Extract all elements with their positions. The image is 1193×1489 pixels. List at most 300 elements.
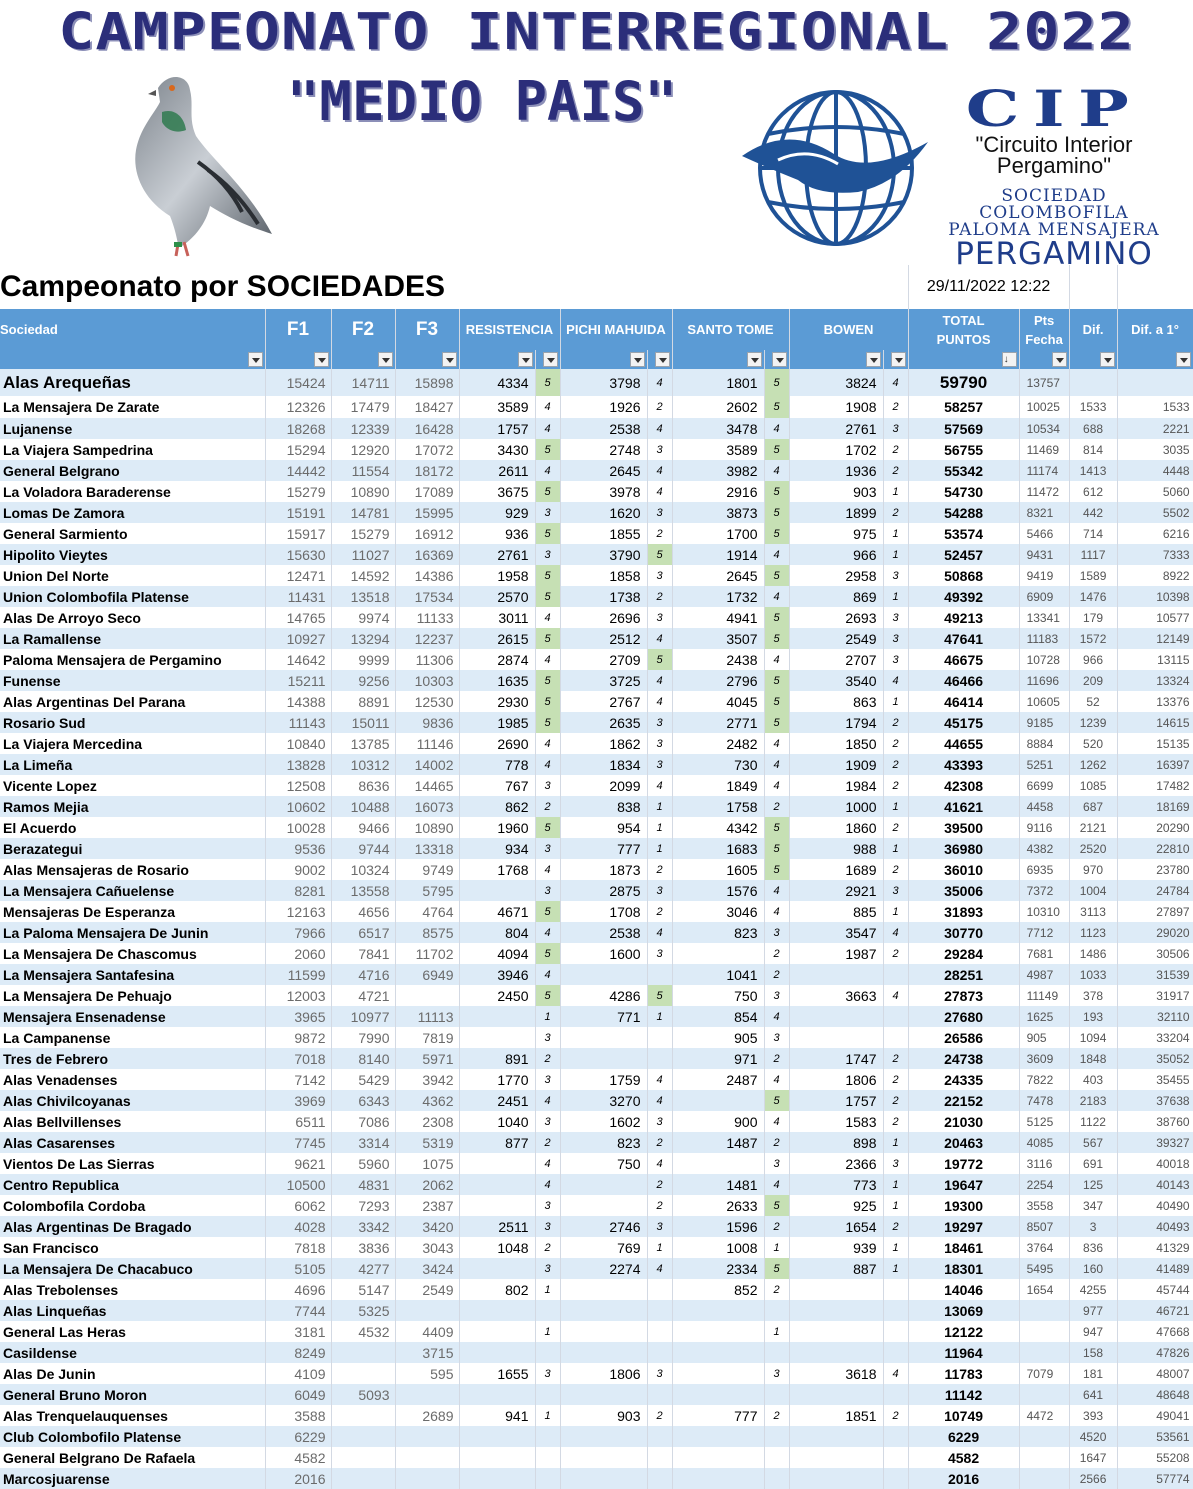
f1-value: 4028 bbox=[265, 1216, 331, 1237]
pichi-mahuida-position: 3 bbox=[647, 439, 672, 460]
table-row[interactable] bbox=[0, 396, 1193, 418]
santo-tome-value: 1596 bbox=[672, 1216, 764, 1237]
filter-dropdown-button-pts-fecha[interactable] bbox=[1052, 352, 1067, 367]
table-row[interactable] bbox=[0, 754, 1193, 775]
bowen-position: 1 bbox=[883, 1132, 908, 1153]
table-row[interactable] bbox=[0, 1258, 1193, 1279]
filter-dropdown-button-bowen-pos[interactable] bbox=[891, 352, 906, 367]
table-row[interactable] bbox=[0, 859, 1193, 880]
bowen-position: 1 bbox=[883, 1195, 908, 1216]
difference-to-first: 5060 bbox=[1117, 481, 1193, 502]
table-row[interactable] bbox=[0, 460, 1193, 481]
pichi-mahuida-value bbox=[560, 1426, 647, 1447]
points-date: 11183 bbox=[1019, 628, 1069, 649]
pichi-mahuida-position: 3 bbox=[647, 733, 672, 754]
header-bowen[interactable]: BOWEN bbox=[789, 309, 908, 350]
total-points: 47641 bbox=[908, 628, 1019, 649]
pichi-mahuida-position: 2 bbox=[647, 396, 672, 418]
resistencia-position: 3 bbox=[535, 1216, 560, 1237]
table-row[interactable] bbox=[0, 1069, 1193, 1090]
difference-to-first: 7333 bbox=[1117, 544, 1193, 565]
santo-tome-position: 2 bbox=[764, 943, 789, 964]
pichi-mahuida-value: 769 bbox=[560, 1237, 647, 1258]
table-row[interactable] bbox=[0, 733, 1193, 754]
f2-value: 14711 bbox=[331, 369, 395, 396]
difference-to-first: 23780 bbox=[1117, 859, 1193, 880]
f2-value: 10324 bbox=[331, 859, 395, 880]
resistencia-position bbox=[535, 1447, 560, 1468]
table-row[interactable] bbox=[0, 1468, 1193, 1489]
points-date: 5251 bbox=[1019, 754, 1069, 775]
filter-dropdown-button-f1[interactable] bbox=[314, 352, 329, 367]
difference-to-first: 40018 bbox=[1117, 1153, 1193, 1174]
resistencia-value: 2615 bbox=[459, 628, 535, 649]
table-row[interactable] bbox=[0, 1216, 1193, 1237]
f3-value: 5971 bbox=[395, 1048, 459, 1069]
santo-tome-position: 5 bbox=[764, 439, 789, 460]
table-row[interactable] bbox=[0, 1111, 1193, 1132]
difference-to-first: 53561 bbox=[1117, 1426, 1193, 1447]
table-row[interactable] bbox=[0, 1321, 1193, 1342]
santo-tome-position: 3 bbox=[764, 985, 789, 1006]
bowen-value: 903 bbox=[789, 481, 883, 502]
resistencia-position: 4 bbox=[535, 607, 560, 628]
f2-value: 6517 bbox=[331, 922, 395, 943]
table-row[interactable] bbox=[0, 586, 1193, 607]
difference-to-first: 40493 bbox=[1117, 1216, 1193, 1237]
resistencia-value: 1757 bbox=[459, 418, 535, 439]
difference: 612 bbox=[1069, 481, 1117, 502]
difference: 52 bbox=[1069, 691, 1117, 712]
difference-to-first: 48007 bbox=[1117, 1363, 1193, 1384]
pichi-mahuida-position: 3 bbox=[647, 754, 672, 775]
resistencia-value bbox=[459, 1342, 535, 1363]
pichi-mahuida-value: 1862 bbox=[560, 733, 647, 754]
header-pichi-mahuida[interactable]: PICHI MAHUIDA bbox=[560, 309, 672, 350]
f1-value: 6049 bbox=[265, 1384, 331, 1405]
bowen-position: 1 bbox=[883, 838, 908, 859]
resistencia-position: 4 bbox=[535, 649, 560, 670]
f3-value bbox=[395, 1468, 459, 1489]
santo-tome-position: 5 bbox=[764, 628, 789, 649]
total-points: 2016 bbox=[908, 1468, 1019, 1489]
bowen-value: 1689 bbox=[789, 859, 883, 880]
pichi-mahuida-value: 2645 bbox=[560, 460, 647, 481]
table-row[interactable] bbox=[0, 775, 1193, 796]
pichi-mahuida-position: 1 bbox=[647, 838, 672, 859]
society-name: La Mensajera De Zarate bbox=[0, 396, 265, 418]
f3-value: 14465 bbox=[395, 775, 459, 796]
table-row[interactable] bbox=[0, 523, 1193, 544]
pichi-mahuida-position: 4 bbox=[647, 369, 672, 396]
championship-subtitle: "MEDIO PAIS" bbox=[286, 70, 678, 133]
filter-dropdown-button-resistencia-pos[interactable] bbox=[543, 352, 558, 367]
society-name: La Voladora Baraderense bbox=[0, 481, 265, 502]
pichi-mahuida-value: 1620 bbox=[560, 502, 647, 523]
f3-value: 13318 bbox=[395, 838, 459, 859]
points-date: 10605 bbox=[1019, 691, 1069, 712]
pichi-mahuida-position: 4 bbox=[647, 418, 672, 439]
pichi-mahuida-value bbox=[560, 964, 647, 985]
filter-dropdown-button-dif[interactable] bbox=[1100, 352, 1115, 367]
points-date: 4085 bbox=[1019, 1132, 1069, 1153]
bowen-position bbox=[883, 1342, 908, 1363]
table-row[interactable] bbox=[0, 796, 1193, 817]
bowen-position: 3 bbox=[883, 1153, 908, 1174]
pichi-mahuida-position: 2 bbox=[647, 859, 672, 880]
pichi-mahuida-value bbox=[560, 1447, 647, 1468]
f1-value: 13828 bbox=[265, 754, 331, 775]
header-f2[interactable]: F2 bbox=[331, 309, 395, 350]
table-row[interactable] bbox=[0, 607, 1193, 628]
bowen-position: 4 bbox=[883, 1363, 908, 1384]
f3-value: 5795 bbox=[395, 880, 459, 901]
table-row[interactable] bbox=[0, 817, 1193, 838]
filter-dropdown-button-resistencia[interactable] bbox=[518, 352, 533, 367]
header-resistencia[interactable]: RESISTENCIA bbox=[459, 309, 560, 350]
santo-tome-position: 4 bbox=[764, 586, 789, 607]
resistencia-position: 5 bbox=[535, 901, 560, 922]
f1-value: 12471 bbox=[265, 565, 331, 586]
table-row[interactable] bbox=[0, 670, 1193, 691]
bowen-value: 2707 bbox=[789, 649, 883, 670]
table-row[interactable] bbox=[0, 1174, 1193, 1195]
table-row[interactable] bbox=[0, 1027, 1193, 1048]
difference: 4520 bbox=[1069, 1426, 1117, 1447]
table-row[interactable] bbox=[0, 502, 1193, 523]
filter-cell bbox=[764, 350, 789, 369]
bowen-position: 2 bbox=[883, 1069, 908, 1090]
table-row[interactable] bbox=[0, 1006, 1193, 1027]
table-row[interactable] bbox=[0, 1426, 1193, 1447]
society-name: La Mensajera Cañuelense bbox=[0, 880, 265, 901]
table-row[interactable] bbox=[0, 838, 1193, 859]
difference-to-first: 57774 bbox=[1117, 1468, 1193, 1489]
table-row[interactable] bbox=[0, 1363, 1193, 1384]
table-row[interactable] bbox=[0, 544, 1193, 565]
f3-value: 14386 bbox=[395, 565, 459, 586]
difference: 1085 bbox=[1069, 775, 1117, 796]
f2-value: 4532 bbox=[331, 1321, 395, 1342]
table-row[interactable] bbox=[0, 1048, 1193, 1069]
f1-value: 15191 bbox=[265, 502, 331, 523]
table-row[interactable] bbox=[0, 691, 1193, 712]
pichi-mahuida-position: 4 bbox=[647, 460, 672, 481]
difference: 520 bbox=[1069, 733, 1117, 754]
f1-value: 10500 bbox=[265, 1174, 331, 1195]
resistencia-position: 4 bbox=[535, 396, 560, 418]
table-row[interactable] bbox=[0, 1195, 1193, 1216]
santo-tome-value bbox=[672, 1426, 764, 1447]
pichi-mahuida-position: 5 bbox=[647, 985, 672, 1006]
santo-tome-value: 1700 bbox=[672, 523, 764, 544]
table-row[interactable] bbox=[0, 943, 1193, 964]
santo-tome-value: 1801 bbox=[672, 369, 764, 396]
santo-tome-position: 4 bbox=[764, 754, 789, 775]
difference-to-first: 24784 bbox=[1117, 880, 1193, 901]
points-date: 9116 bbox=[1019, 817, 1069, 838]
bowen-value: 2761 bbox=[789, 418, 883, 439]
table-row[interactable] bbox=[0, 628, 1193, 649]
table-row[interactable] bbox=[0, 1342, 1193, 1363]
difference: 403 bbox=[1069, 1069, 1117, 1090]
bowen-value: 1757 bbox=[789, 1090, 883, 1111]
table-row[interactable] bbox=[0, 1279, 1193, 1300]
total-points: 21030 bbox=[908, 1111, 1019, 1132]
santo-tome-position: 2 bbox=[764, 1216, 789, 1237]
filter-dropdown-button-santo-tome[interactable] bbox=[747, 352, 762, 367]
table-row[interactable] bbox=[0, 901, 1193, 922]
table-row[interactable] bbox=[0, 418, 1193, 439]
header-pts-fecha[interactable] bbox=[1019, 309, 1069, 350]
bowen-value: 1936 bbox=[789, 460, 883, 481]
resistencia-value: 4094 bbox=[459, 943, 535, 964]
table-row[interactable] bbox=[0, 985, 1193, 1006]
society-name: Alas De Arroyo Seco bbox=[0, 607, 265, 628]
f3-value: 11146 bbox=[395, 733, 459, 754]
filter-dropdown-button-bowen[interactable] bbox=[866, 352, 881, 367]
pichi-mahuida-value: 2538 bbox=[560, 418, 647, 439]
table-row[interactable] bbox=[0, 1405, 1193, 1426]
difference-to-first: 40143 bbox=[1117, 1174, 1193, 1195]
resistencia-value bbox=[459, 1258, 535, 1279]
filter-cell bbox=[535, 350, 560, 369]
f1-value: 12508 bbox=[265, 775, 331, 796]
society-name: Paloma Mensajera de Pergamino bbox=[0, 649, 265, 670]
difference: 1004 bbox=[1069, 880, 1117, 901]
f3-value: 10303 bbox=[395, 670, 459, 691]
total-points: 19300 bbox=[908, 1195, 1019, 1216]
total-points: 24335 bbox=[908, 1069, 1019, 1090]
bowen-value bbox=[789, 1279, 883, 1300]
pichi-mahuida-position: 2 bbox=[647, 1174, 672, 1195]
table-row[interactable] bbox=[0, 439, 1193, 460]
resistencia-position bbox=[535, 1426, 560, 1447]
pichi-mahuida-value: 4286 bbox=[560, 985, 647, 1006]
f2-value: 7293 bbox=[331, 1195, 395, 1216]
points-date bbox=[1019, 1426, 1069, 1447]
difference: 641 bbox=[1069, 1384, 1117, 1405]
sort-desc-filter-button-total-puntos[interactable] bbox=[1002, 352, 1017, 367]
filter-dropdown-button-f2[interactable] bbox=[378, 352, 393, 367]
table-row[interactable] bbox=[0, 1153, 1193, 1174]
bowen-value: 1000 bbox=[789, 796, 883, 817]
resistencia-value: 1635 bbox=[459, 670, 535, 691]
f1-value: 7818 bbox=[265, 1237, 331, 1258]
pichi-mahuida-value bbox=[560, 1321, 647, 1342]
society-name: Alas Venadenses bbox=[0, 1069, 265, 1090]
society-name: Alas Trebolenses bbox=[0, 1279, 265, 1300]
filter-dropdown-button-pichi-mahuida-pos[interactable] bbox=[655, 352, 670, 367]
f3-value: 16369 bbox=[395, 544, 459, 565]
header-dif-a-primero[interactable]: Dif. a 1° bbox=[1117, 309, 1193, 350]
f3-value: 17089 bbox=[395, 481, 459, 502]
bowen-position: 2 bbox=[883, 396, 908, 418]
difference: 181 bbox=[1069, 1363, 1117, 1384]
bowen-value: 1860 bbox=[789, 817, 883, 838]
pichi-mahuida-value: 2746 bbox=[560, 1216, 647, 1237]
society-name: San Francisco bbox=[0, 1237, 265, 1258]
santo-tome-position: 1 bbox=[764, 1237, 789, 1258]
resistencia-position: 4 bbox=[535, 964, 560, 985]
f2-value: 15011 bbox=[331, 712, 395, 733]
santo-tome-value bbox=[672, 1153, 764, 1174]
points-date: 6909 bbox=[1019, 586, 1069, 607]
pichi-mahuida-position: 1 bbox=[647, 1237, 672, 1258]
f3-value: 17534 bbox=[395, 586, 459, 607]
table-row[interactable] bbox=[0, 369, 1193, 396]
total-points: 44655 bbox=[908, 733, 1019, 754]
header-f1[interactable]: F1 bbox=[265, 309, 331, 350]
table-row[interactable] bbox=[0, 964, 1193, 985]
resistencia-position: 3 bbox=[535, 880, 560, 901]
resistencia-position: 3 bbox=[535, 1195, 560, 1216]
resistencia-position: 1 bbox=[535, 1405, 560, 1426]
santo-tome-position: 5 bbox=[764, 502, 789, 523]
society-name: La Viajera Mercedina bbox=[0, 733, 265, 754]
f3-value: 9836 bbox=[395, 712, 459, 733]
table-row[interactable] bbox=[0, 1384, 1193, 1405]
table-row[interactable] bbox=[0, 1090, 1193, 1111]
resistencia-position: 3 bbox=[535, 775, 560, 796]
cip-name-line2: Pergamino" bbox=[996, 153, 1112, 178]
santo-tome-position: 5 bbox=[764, 1258, 789, 1279]
f1-value: 3588 bbox=[265, 1405, 331, 1426]
resistencia-position: 3 bbox=[535, 1111, 560, 1132]
bowen-value: 1747 bbox=[789, 1048, 883, 1069]
f3-value: 4764 bbox=[395, 901, 459, 922]
f1-value: 12003 bbox=[265, 985, 331, 1006]
table-row[interactable] bbox=[0, 565, 1193, 586]
f1-value: 15211 bbox=[265, 670, 331, 691]
santo-tome-position: 4 bbox=[764, 418, 789, 439]
resistencia-position: 5 bbox=[535, 670, 560, 691]
society-name: Funense bbox=[0, 670, 265, 691]
resistencia-value: 1958 bbox=[459, 565, 535, 586]
filter-dropdown-button-dif-a-primero[interactable] bbox=[1176, 352, 1191, 367]
f1-value: 6229 bbox=[265, 1426, 331, 1447]
pichi-mahuida-value: 2538 bbox=[560, 922, 647, 943]
bowen-value bbox=[789, 1300, 883, 1321]
total-points: 50868 bbox=[908, 565, 1019, 586]
society-name: La Mensajera Santafesina bbox=[0, 964, 265, 985]
points-date: 10310 bbox=[1019, 901, 1069, 922]
filter-dropdown-button-pichi-mahuida[interactable] bbox=[630, 352, 645, 367]
pichi-mahuida-value: 3270 bbox=[560, 1090, 647, 1111]
pichi-mahuida-position: 1 bbox=[647, 796, 672, 817]
filter-dropdown-button-f3[interactable] bbox=[442, 352, 457, 367]
filter-dropdown-button-sociedad[interactable] bbox=[248, 352, 263, 367]
pichi-mahuida-value: 2274 bbox=[560, 1258, 647, 1279]
table-row[interactable] bbox=[0, 1237, 1193, 1258]
difference: 691 bbox=[1069, 1153, 1117, 1174]
society-name: Rosario Sud bbox=[0, 712, 265, 733]
table-row[interactable] bbox=[0, 1447, 1193, 1468]
header-sociedad[interactable]: Sociedad bbox=[0, 309, 265, 350]
f3-value: 6949 bbox=[395, 964, 459, 985]
pichi-mahuida-value: 954 bbox=[560, 817, 647, 838]
points-date: 3609 bbox=[1019, 1048, 1069, 1069]
resistencia-position: 5 bbox=[535, 586, 560, 607]
resistencia-position: 5 bbox=[535, 369, 560, 396]
table-row[interactable] bbox=[0, 1132, 1193, 1153]
points-date bbox=[1019, 1321, 1069, 1342]
filter-dropdown-button-santo-tome-pos[interactable] bbox=[772, 352, 787, 367]
f1-value: 4109 bbox=[265, 1363, 331, 1384]
filter-cell bbox=[789, 350, 883, 369]
table-row[interactable] bbox=[0, 481, 1193, 502]
resistencia-value: 804 bbox=[459, 922, 535, 943]
bowen-position: 2 bbox=[883, 859, 908, 880]
santo-tome-position: 5 bbox=[764, 396, 789, 418]
header-total-puntos[interactable] bbox=[908, 309, 1019, 350]
table-row[interactable] bbox=[0, 1300, 1193, 1321]
header-f3[interactable]: F3 bbox=[395, 309, 459, 350]
table-row[interactable] bbox=[0, 649, 1193, 670]
f2-value: 8140 bbox=[331, 1048, 395, 1069]
f3-value: 2549 bbox=[395, 1279, 459, 1300]
society-name: La Mensajera De Chascomus bbox=[0, 943, 265, 964]
f2-value: 9466 bbox=[331, 817, 395, 838]
difference: 1647 bbox=[1069, 1447, 1117, 1468]
f3-value: 2387 bbox=[395, 1195, 459, 1216]
table-row[interactable] bbox=[0, 880, 1193, 901]
cip-logo: CIP bbox=[965, 79, 1143, 138]
society-name: Club Colombofilo Platense bbox=[0, 1426, 265, 1447]
resistencia-value: 2570 bbox=[459, 586, 535, 607]
resistencia-value: 1770 bbox=[459, 1069, 535, 1090]
f2-value: 17479 bbox=[331, 396, 395, 418]
difference: 158 bbox=[1069, 1342, 1117, 1363]
bowen-value: 3663 bbox=[789, 985, 883, 1006]
filter-cell bbox=[1019, 350, 1069, 369]
resistencia-position: 4 bbox=[535, 1174, 560, 1195]
points-date: 11472 bbox=[1019, 481, 1069, 502]
santo-tome-position: 5 bbox=[764, 1195, 789, 1216]
bowen-value: 975 bbox=[789, 523, 883, 544]
resistencia-value: 1960 bbox=[459, 817, 535, 838]
resistencia-value bbox=[459, 1447, 535, 1468]
santo-tome-position bbox=[764, 1447, 789, 1468]
table-row[interactable] bbox=[0, 712, 1193, 733]
header-dif[interactable]: Dif. bbox=[1069, 309, 1117, 350]
bowen-position bbox=[883, 1468, 908, 1489]
filter-cell bbox=[908, 350, 1019, 369]
difference-to-first: 38760 bbox=[1117, 1111, 1193, 1132]
bowen-value: 1851 bbox=[789, 1405, 883, 1426]
table-row[interactable] bbox=[0, 922, 1193, 943]
santo-tome-value: 1481 bbox=[672, 1174, 764, 1195]
society-name: Mensajera Ensenadense bbox=[0, 1006, 265, 1027]
total-points: 55342 bbox=[908, 460, 1019, 481]
f3-value: 16428 bbox=[395, 418, 459, 439]
santo-tome-position: 5 bbox=[764, 1090, 789, 1111]
santo-tome-value: 3507 bbox=[672, 628, 764, 649]
pichi-mahuida-position: 4 bbox=[647, 1153, 672, 1174]
bowen-value: 863 bbox=[789, 691, 883, 712]
santo-tome-value: 1732 bbox=[672, 586, 764, 607]
resistencia-value: 767 bbox=[459, 775, 535, 796]
header-santo-tome[interactable]: SANTO TOME bbox=[672, 309, 789, 350]
cip-name bbox=[936, 134, 1172, 176]
difference: 1033 bbox=[1069, 964, 1117, 985]
points-date: 11149 bbox=[1019, 985, 1069, 1006]
f1-value: 4696 bbox=[265, 1279, 331, 1300]
resistencia-value: 877 bbox=[459, 1132, 535, 1153]
pichi-mahuida-value: 1600 bbox=[560, 943, 647, 964]
f3-value: 18427 bbox=[395, 396, 459, 418]
society-name: Berazategui bbox=[0, 838, 265, 859]
